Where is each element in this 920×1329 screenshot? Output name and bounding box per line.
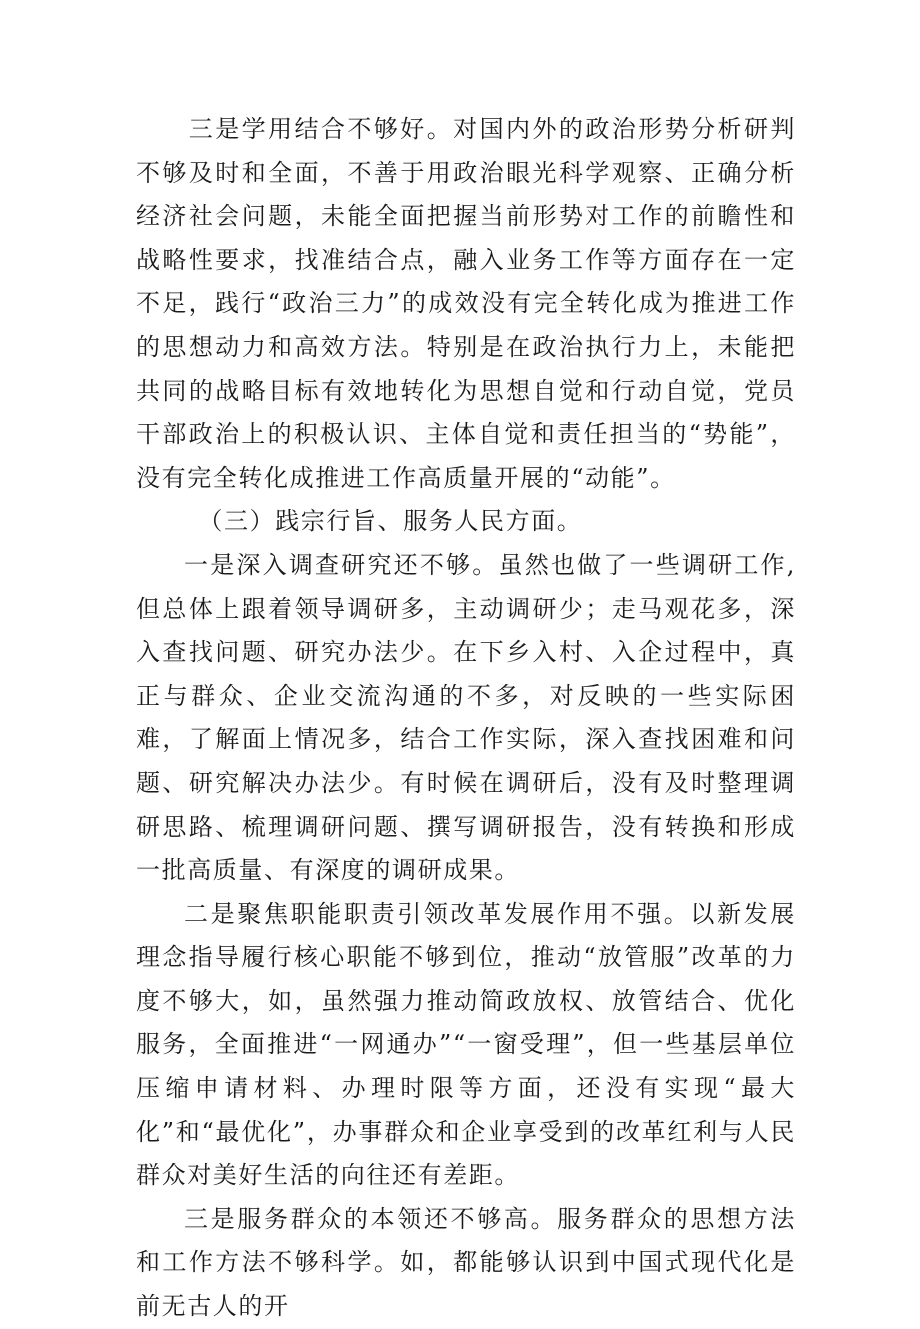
paragraph-diaocha-yanjiu: 一是深入调查研究还不够。虽然也做了一些调研工作,但总体上跟着领导调研多，主动调研少；走马观花多，深入查找问题、研究办法少。在下乡入村、入企过程中，真正与群众、企业交流沟通的不多，对反映的一些实际困难，了解面上情况多，结合工作实际，深入查找困难和问题、研究解决办法少。有时候在调研后，没有及时整理调研思路、梳理调研问题、撰写调研报告，没有转换和形成一批高质量、有深度的调研成果。 xyxy=(136,550,796,885)
paragraph-zhineng-zhize: 二是聚焦职能职责引领改革发展作用不强。以新发展理念指导履行核心职能不够到位，推动“放管服”改革的力度不够大，如，虽然强力推动简政放权、放管结合、优化服务，全面推进“一网通办”“一窗受理”，但一些基层单位压缩申请材料、办理时限等方面，还没有实现“最大化”和“最优化”，办事群众和企业享受到的改革红利与人民群众对美好生活的向往还有差距。 xyxy=(136,899,796,1190)
document-body xyxy=(136,108,796,1329)
section-heading-serve-people: （三）践宗行旨、服务人民方面。 xyxy=(198,507,583,536)
paragraph-fuwu-qunzhong: 三是服务群众的本领还不够高。服务群众的思想方法和工作方法不够科学。如，都能够认识到中国式现代化是前无古人的开 xyxy=(136,1204,796,1321)
paragraph-xueyong-jiehe: 三是学用结合不够好。对国内外的政治形势分析研判不够及时和全面，不善于用政治眼光科学观察、正确分析经济社会问题，未能全面把握当前形势对工作的前瞻性和战略性要求，找准结合点，融入业务工作等方面存在一定不足，践行“政治三力”的成效没有完全转化成为推进工作的思想动力和高效方法。特别是在政治执行力上，未能把共同的战略目标有效地转化为思想自觉和行动自觉，党员干部政治上的积极认识、主体自觉和责任担当的“势能”，没有完全转化成推进工作高质量开展的“动能”。 xyxy=(136,115,796,492)
